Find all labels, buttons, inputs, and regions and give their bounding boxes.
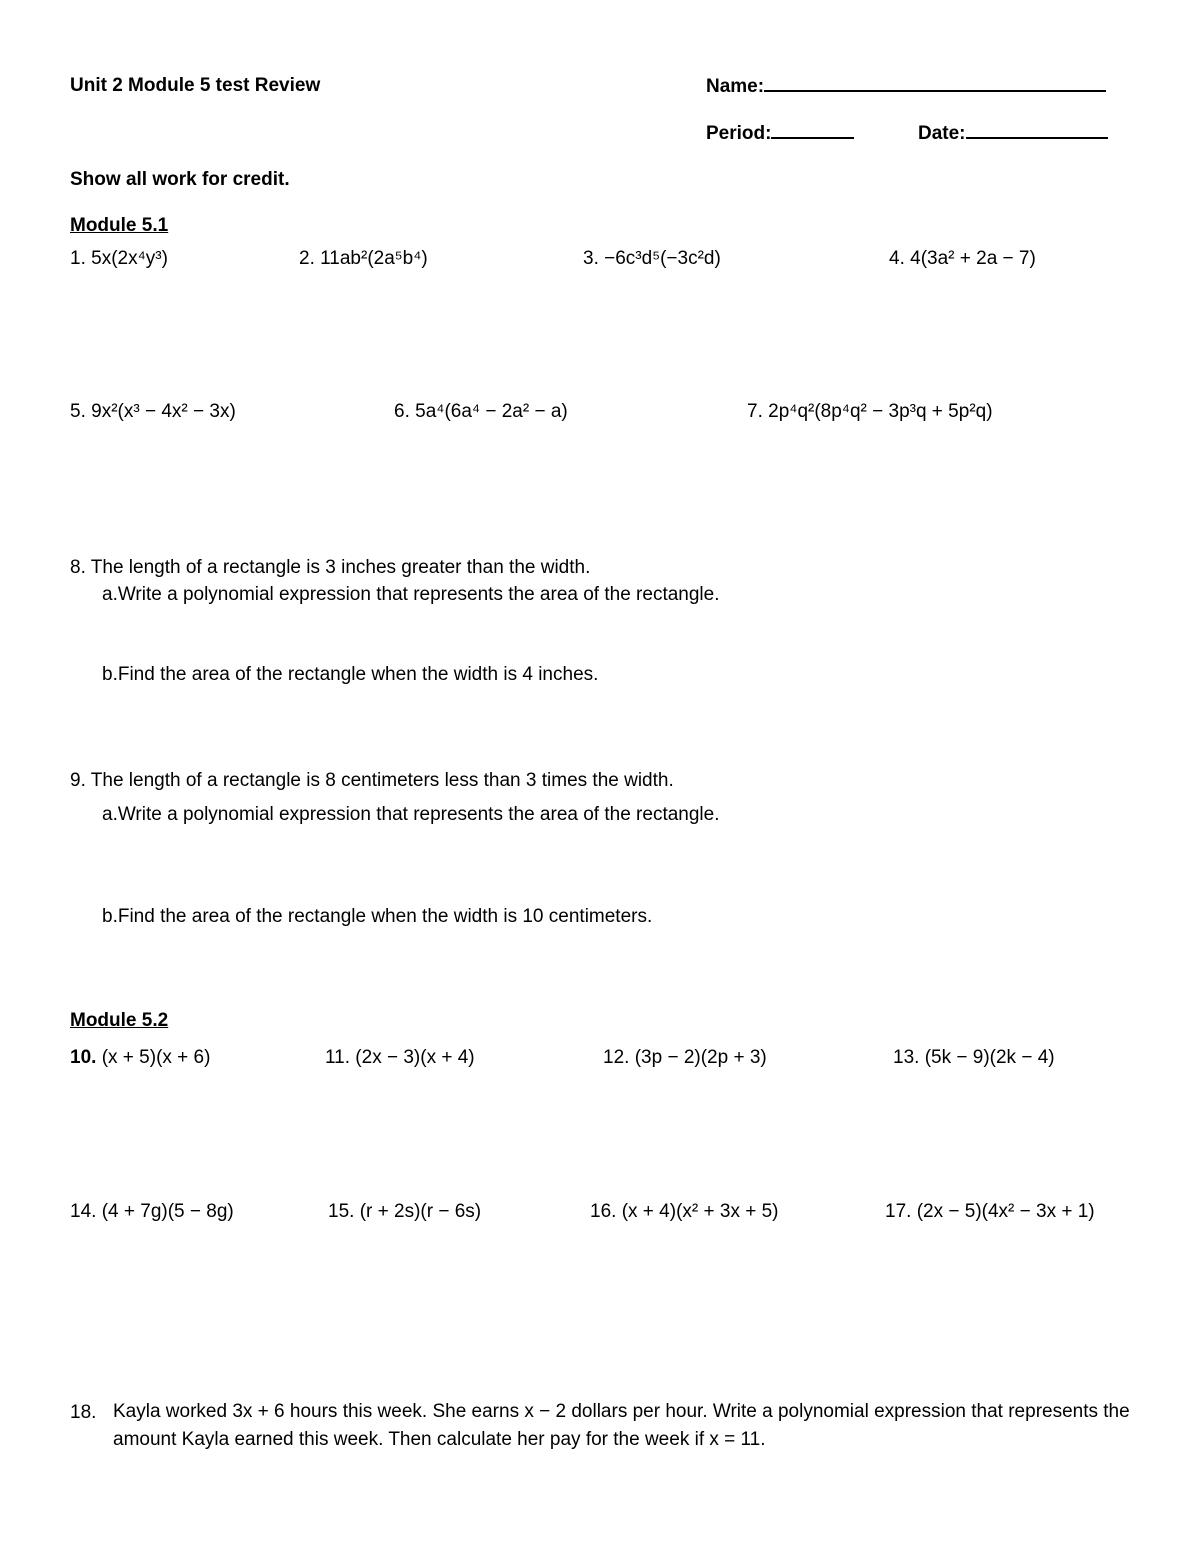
problem-9b: b.Find the area of the rectangle when the width is 10 centimeters. [102, 906, 653, 927]
problem-16: 16. (x + 4)(x² + 3x + 5) [590, 1201, 779, 1222]
period-blank [771, 121, 854, 139]
problem-17: 17. (2x − 5)(4x² − 3x + 1) [885, 1201, 1095, 1222]
instructions: Show all work for credit. [70, 169, 290, 190]
problem-18-text: Kayla worked 3x + 6 hours this week. She earns x − 2 dollars per hour. Write a polynomial expression that represents the amount Kayla earned this week. Then calculate her pay for the week if x = 11. [113, 1401, 1130, 1450]
problem-13: 13. (5k − 9)(2k − 4) [893, 1047, 1055, 1068]
problem-4: 4. 4(3a² + 2a − 7) [889, 248, 1036, 269]
problem-6: 6. 5a⁴(6a⁴ − 2a² − a) [394, 401, 568, 422]
name-blank [764, 74, 1106, 92]
worksheet-title: Unit 2 Module 5 test Review [70, 75, 321, 96]
problem-7: 7. 2p⁴q²(8p⁴q² − 3p³q + 5p²q) [747, 401, 993, 422]
date-blank [966, 121, 1108, 139]
name-label: Name: [706, 76, 765, 97]
problem-5: 5. 9x²(x³ − 4x² − 3x) [70, 401, 236, 422]
problem-11: 11. (2x − 3)(x + 4) [325, 1047, 475, 1068]
problem-2: 2. 11ab²(2a⁵b⁴) [299, 248, 428, 269]
problem-14: 14. (4 + 7g)(5 − 8g) [70, 1201, 234, 1222]
problem-10: 10. (x + 5)(x + 6) [70, 1047, 211, 1068]
module-heading-5-1: Module 5.1 [70, 215, 169, 236]
problem-12: 12. (3p − 2)(2p + 3) [603, 1047, 767, 1068]
period-label: Period: [706, 123, 772, 144]
problem-3: 3. −6c³d⁵(−3c²d) [583, 248, 721, 269]
problem-1: 1. 5x(2x⁴y³) [70, 248, 168, 269]
problem-18-number: 18. [70, 1402, 97, 1423]
problem-8-stem: 8. The length of a rectangle is 3 inches greater than the width. [70, 557, 591, 578]
problem-8a: a.Write a polynomial expression that represents the area of the rectangle. [102, 584, 720, 605]
period-field [706, 121, 854, 146]
problem-15: 15. (r + 2s)(r − 6s) [328, 1201, 482, 1222]
problem-9-stem: 9. The length of a rectangle is 8 centimeters less than 3 times the width. [70, 770, 674, 791]
problem-8b: b.Find the area of the rectangle when the width is 4 inches. [102, 664, 599, 685]
date-label: Date: [918, 123, 966, 144]
module-heading-5-2: Module 5.2 [70, 1010, 169, 1031]
date-field [918, 121, 1108, 146]
problem-9a: a.Write a polynomial expression that represents the area of the rectangle. [102, 804, 720, 825]
name-field [706, 74, 1106, 99]
